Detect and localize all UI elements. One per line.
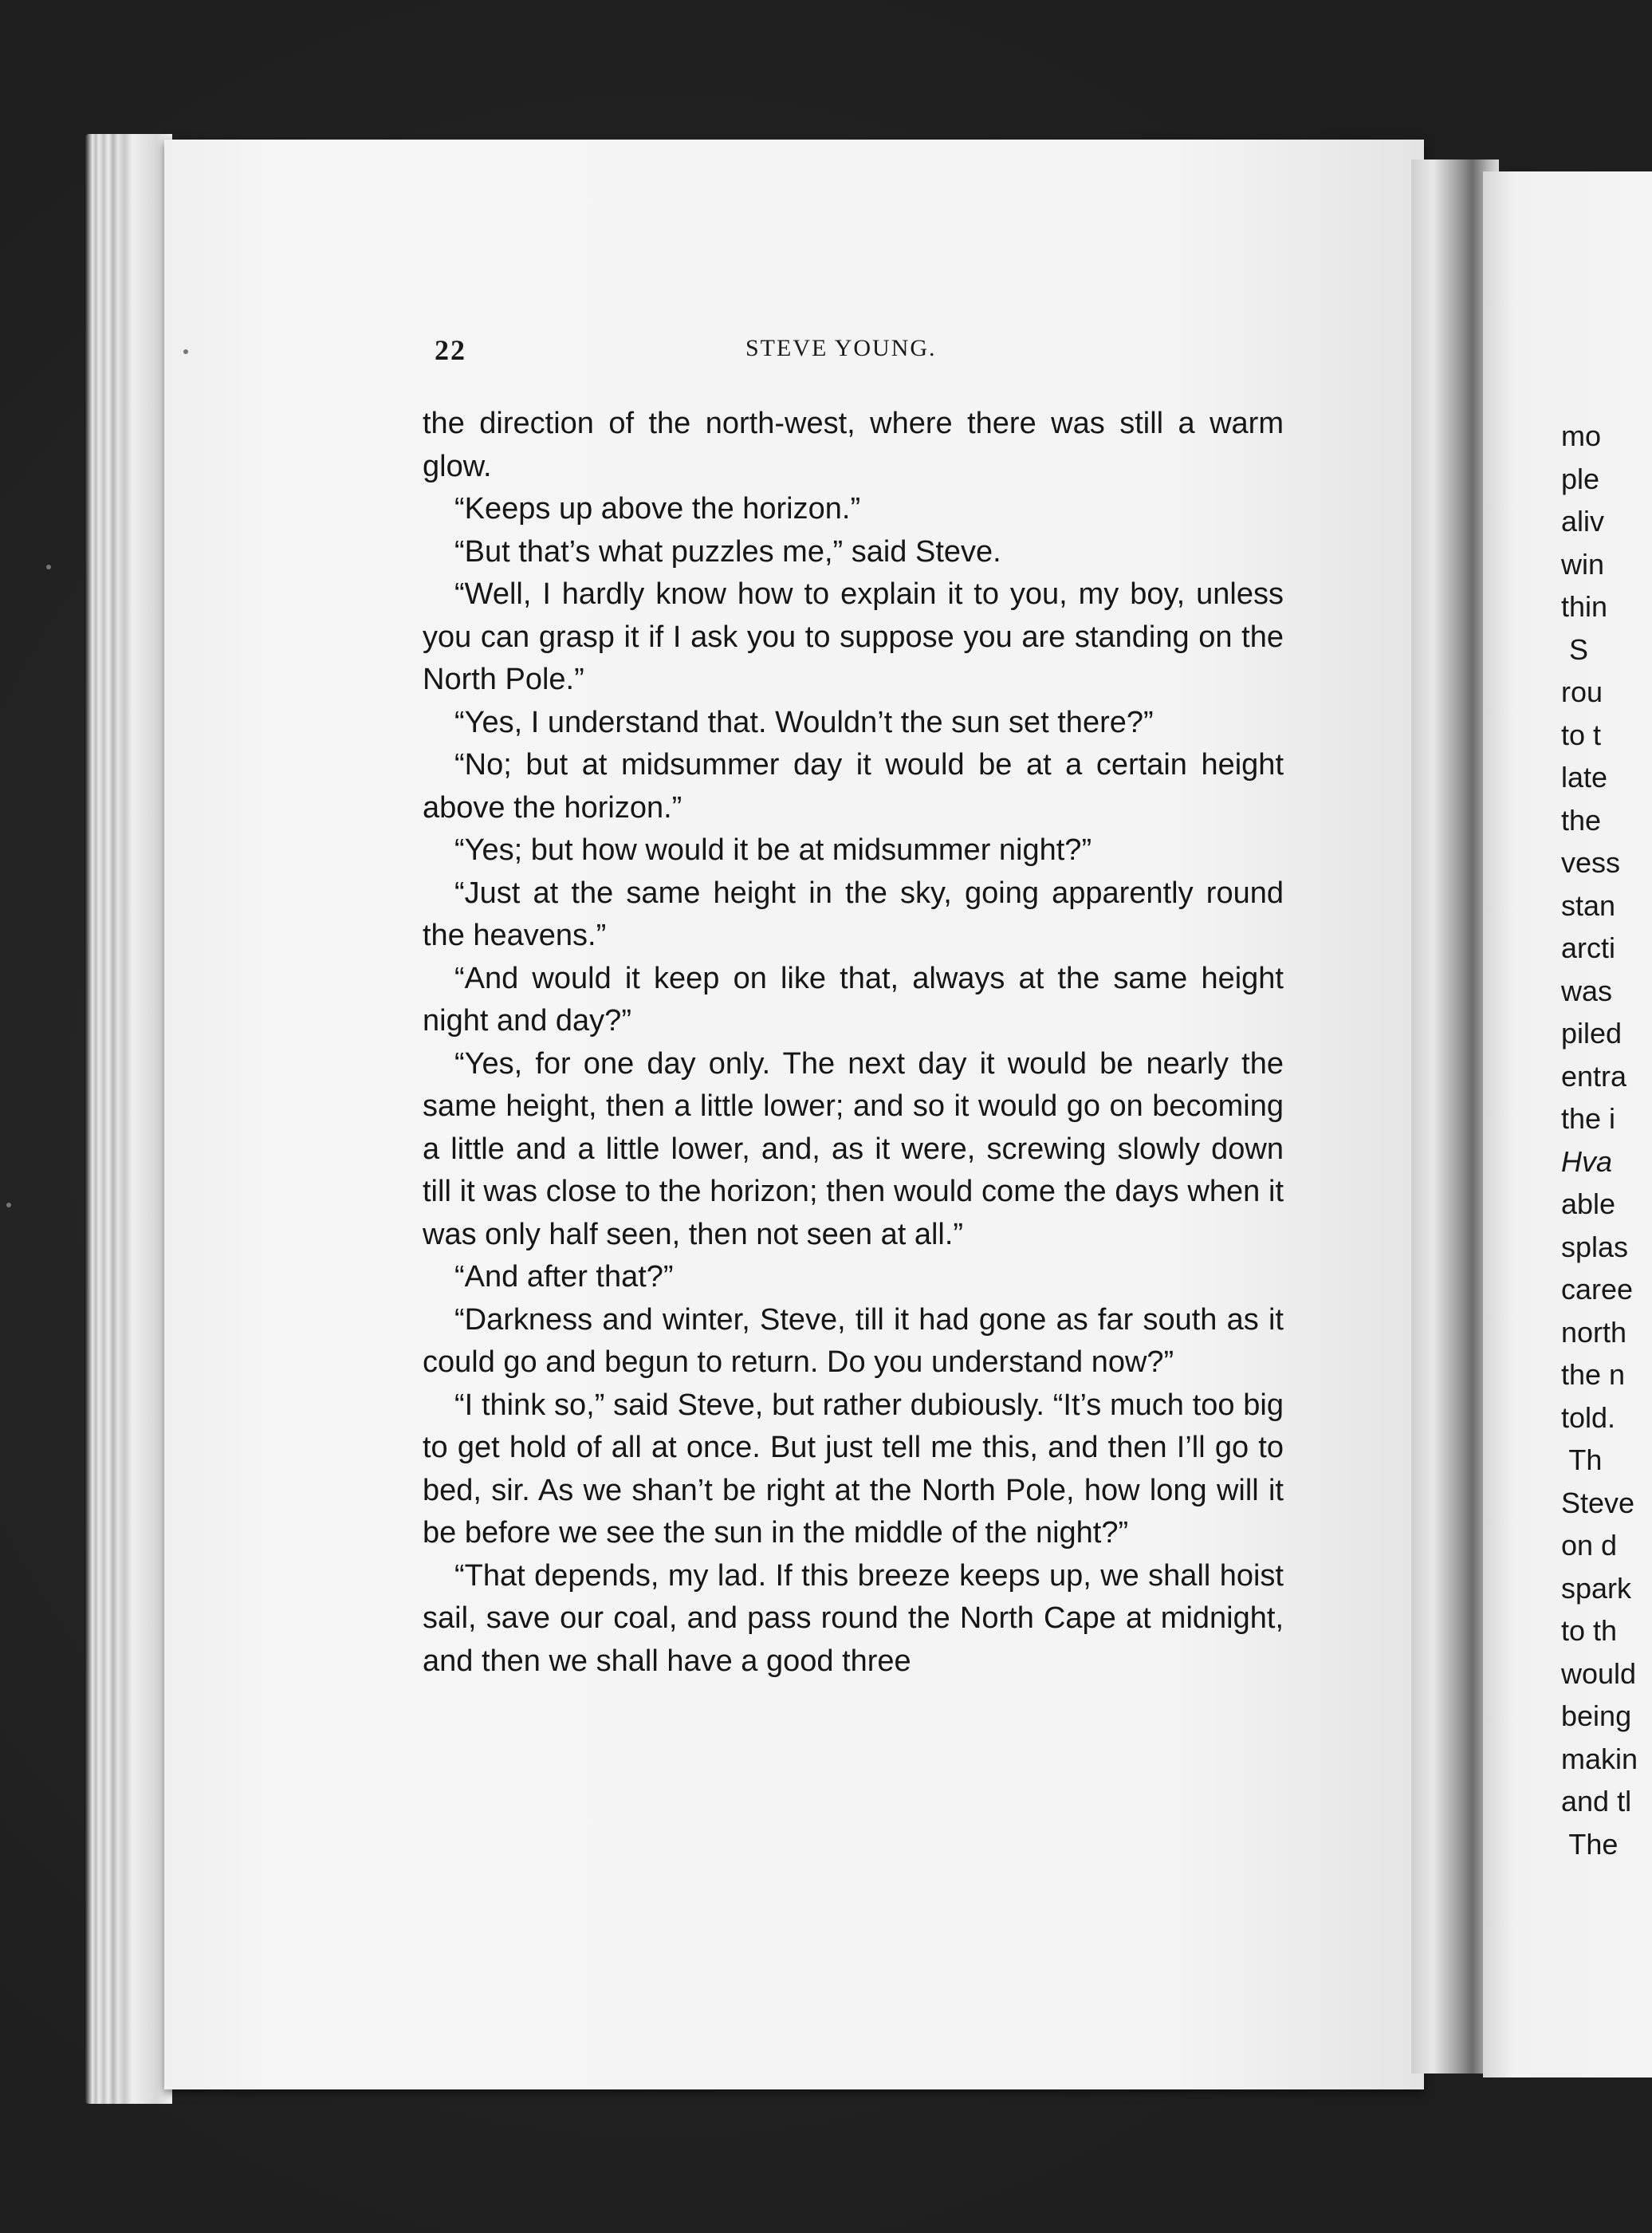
running-head: STEVE YOUNG.	[745, 335, 937, 361]
paragraph: “No; but at midsummer day it would be at a certain height above the horizon.”	[423, 748, 1284, 825]
right-page-line: told.	[1561, 1400, 1616, 1434]
right-page-line: arcti	[1561, 931, 1616, 964]
right-page-line: splas	[1561, 1230, 1629, 1263]
paragraph: “But that’s what puzzles me,” said Steve.	[454, 534, 1001, 569]
speck	[46, 565, 51, 569]
right-page-line: rou	[1561, 675, 1603, 708]
paragraph: “I think so,” said Steve, but rather dubiously. “It’s much too big to get hold of all at once. But just tell me this, and then I’ll go to bed, sir. As we shan’t be right at the North Pole, how long will it be before we see the sun in the middle of the night?”	[423, 1388, 1284, 1550]
right-page-line: mo	[1561, 419, 1602, 452]
right-page-line: stan	[1561, 888, 1616, 922]
right-page-line: Steve	[1561, 1486, 1635, 1519]
paragraph: “That depends, my lad. If this breeze keeps up, we shall hoist sail, save our coal, and pass round the North Cape at midnight, and then we shall have a good three	[423, 1558, 1284, 1678]
right-page-line: piled	[1561, 1017, 1622, 1050]
right-page-line: spark	[1561, 1571, 1632, 1605]
right-page-line: entra	[1561, 1059, 1627, 1093]
speck	[183, 349, 188, 354]
body-text	[423, 403, 1284, 1683]
right-page-line: to th	[1561, 1614, 1618, 1647]
right-page-line: the	[1561, 803, 1602, 837]
right-page-line: caree	[1561, 1273, 1634, 1306]
page-number: 22	[435, 334, 466, 366]
paragraph: “Just at the same height in the sky, going apparently round the heavens.”	[423, 876, 1284, 952]
paragraph: the direction of the north-west, where there was still a warm glow.	[423, 407, 1284, 483]
paragraph: “And after that?”	[454, 1260, 674, 1294]
right-page-line: win	[1561, 547, 1605, 581]
right-page-line: makin	[1561, 1742, 1638, 1775]
paragraph: “Darkness and winter, Steve, till it had gone as far south as it could go and begun to return. Do you understand now?”	[423, 1302, 1284, 1379]
paragraph: “Yes, for one day only. The next day it would be nearly the same height, then a little lower; and so it would go on becoming a little and a little lower, and, as it were, screwing slowly down till it was close to the horizon; then would come the days when it was only half seen, then not seen at all.”	[423, 1046, 1284, 1251]
right-page-line: the n	[1561, 1358, 1626, 1391]
paragraph: “Well, I hardly know how to explain it to you, my boy, unless you can grasp it if I ask you to suppose you are standing on the North Pole.”	[423, 577, 1284, 696]
right-page-line: and tl	[1561, 1785, 1632, 1818]
right-page-line: thin	[1561, 590, 1608, 623]
paragraph: “Keeps up above the horizon.”	[454, 492, 861, 526]
right-page-line: The	[1561, 1827, 1619, 1861]
right-page-text	[1561, 415, 1652, 1865]
right-page-line: able	[1561, 1187, 1616, 1220]
right-page-line: north	[1561, 1315, 1627, 1349]
page-header	[435, 333, 1280, 381]
book-page-edges	[85, 134, 172, 2104]
right-page-line: Hva	[1561, 1144, 1613, 1178]
paragraph: “And would it keep on like that, always at the same height night and day?”	[423, 961, 1284, 1038]
right-page-line: the i	[1561, 1102, 1616, 1135]
right-page-line: on d	[1561, 1529, 1618, 1562]
right-page-line: late	[1561, 761, 1608, 794]
right-page-line: was	[1561, 974, 1613, 1007]
speck	[6, 1203, 11, 1207]
paragraph: “Yes, I understand that. Wouldn’t the sun set there?”	[454, 705, 1154, 739]
right-page-line: to t	[1561, 718, 1602, 751]
right-page-line: would	[1561, 1656, 1637, 1690]
right-page-line: being	[1561, 1699, 1632, 1732]
paragraph: “Yes; but how would it be at midsummer night?”	[454, 833, 1092, 867]
right-page-line: S	[1561, 632, 1589, 666]
right-page-line: vess	[1561, 846, 1621, 879]
right-page-line: ple	[1561, 462, 1600, 495]
right-page-line: aliv	[1561, 505, 1605, 538]
right-page-line: Th	[1561, 1443, 1603, 1476]
